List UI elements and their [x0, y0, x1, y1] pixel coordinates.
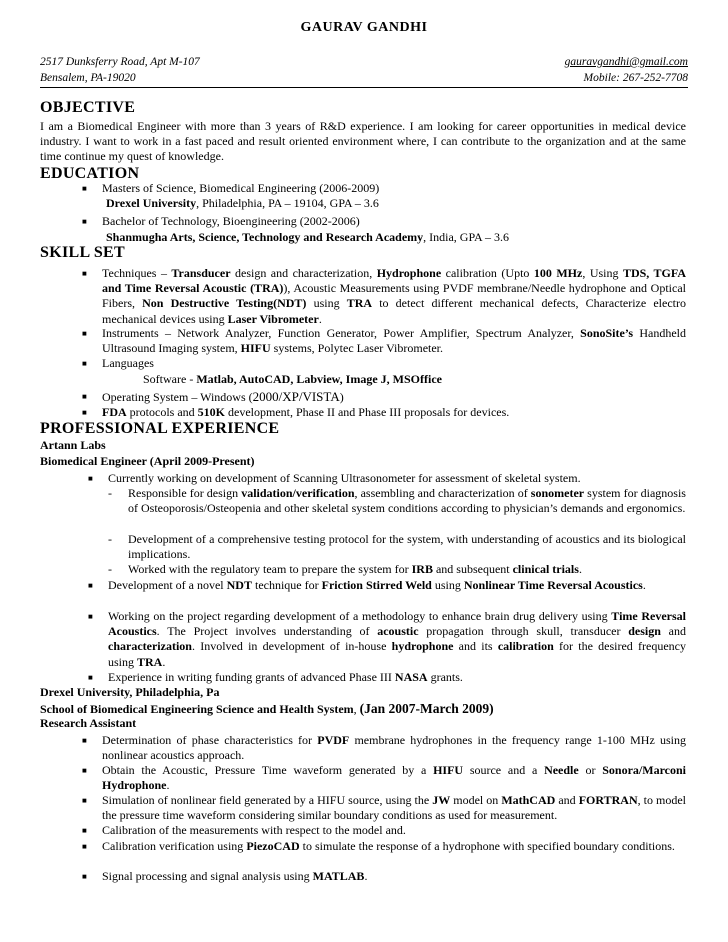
school-drexel: School of Biomedical Engineering Science and Health System, (Jan 2007-March 2009): [40, 701, 494, 716]
experience-heading: PROFESSIONAL EXPERIENCE: [40, 420, 280, 437]
bullet-icon: ■: [82, 736, 87, 745]
artann-item-2: Development of a novel NDT technique for Friction Stirred Weld using Nonlinear Time Reversal Acoustics.: [108, 578, 646, 592]
bt-degree: Bachelor of Technology, Bioengineering (2002-2006): [102, 214, 360, 228]
role-drexel: Research Assistant: [40, 716, 137, 730]
header-divider: [40, 87, 688, 88]
objective-heading: OBJECTIVE: [40, 99, 136, 116]
bullet-icon: ■: [88, 612, 93, 621]
bullet-icon: ■: [88, 581, 93, 590]
skill-languages-label: Languages: [102, 356, 154, 370]
dash-icon: -: [108, 532, 112, 546]
objective-text: I am a Biomedical Engineer with more than 3 years of R&D experience. I am looking for career opportunities in medical device industry. I want to work in a fast paced and result oriented environment where, I can contribute to the organization and at the same time continue my quest of knowledge.: [40, 119, 686, 164]
mobile-number: Mobile: 267-252-7708: [583, 72, 688, 84]
education-heading: EDUCATION: [40, 165, 140, 182]
drexel-item-6: Signal processing and signal analysis using MATLAB.: [102, 869, 368, 883]
ms-school-line: [106, 196, 379, 211]
bullet-icon: ■: [82, 392, 87, 401]
bullet-icon: ■: [88, 474, 93, 483]
company-drexel: Drexel University, Philadelphia, Pa: [40, 685, 220, 699]
bullet-icon: ■: [82, 329, 87, 338]
bullet-icon: ■: [82, 184, 87, 193]
skill-software: Software - Matlab, AutoCAD, Labview, Image J, MSOffice: [143, 372, 442, 386]
drexel-item-4: Calibration of the measurements with respect to the model and.: [102, 823, 406, 837]
bullet-icon: ■: [88, 673, 93, 682]
skill-instruments: Instruments – Network Analyzer, Function Generator, Power Amplifier, Spectrum Analyzer, SonoSite’s Handheld Ultrasound Imaging system, HIFU systems, Polytec Laser Vibrometer.: [102, 326, 686, 356]
artann-sub-1: Responsible for design validation/verification, assembling and characterization of sonometer system for diagnosis of Osteoporosis/Osteopenia and other skeletal system conditions according to physician’s demands and ergonomics.: [128, 486, 686, 516]
skill-os: Operating System – Windows (2000/XP/VISTA): [102, 389, 344, 404]
dash-icon: -: [108, 562, 112, 576]
company-artann: Artann Labs: [40, 438, 106, 452]
skill-techniques: Techniques – Transducer design and characterization, Hydrophone calibration (Upto 100 MHz, Using TDS, TGFA and Time Reversal Acoustic (TRA)), Acoustic Measurements using PVDF membrane/Needle hydrophone and Optical Fibers, Non Destructive Testing(NDT) using TRA to detect different mechanical defects, Characterize electro mechanical devices using Laser Vibrometer.: [102, 266, 687, 326]
skills-heading: SKILL SET: [40, 244, 125, 261]
skill-fda: FDA protocols and 510K development, Phase II and Phase III proposals for devices.: [102, 405, 510, 419]
address-line-2: Bensalem, PA-19020: [40, 72, 136, 84]
artann-item-3: Working on the project regarding development of a methodology to enhance brain drug delivery using Time Reversal Acoustics. The Project involves understanding of acoustic propagation through skull, transducer design and characterization. Involved in development of in-house hydrophone and its calibration for the desired frequency using TRA.: [108, 609, 687, 669]
artann-sub-3: Worked with the regulatory team to prepare the system for IRB and subsequent clinical trials.: [128, 562, 582, 576]
contact-line-2: [40, 72, 688, 84]
bt-school-line: [106, 230, 509, 245]
role-artann: Biomedical Engineer (April 2009-Present): [40, 454, 255, 468]
bullet-icon: ■: [82, 359, 87, 368]
artann-item-1: Currently working on development of Scanning Ultrasonometer for assessment of skeletal system.: [108, 471, 581, 485]
applicant-name: GAURAV GANDHI: [300, 20, 428, 35]
bullet-icon: ■: [82, 217, 87, 226]
ms-degree: Masters of Science, Biomedical Engineering (2006-2009): [102, 181, 380, 195]
email-link[interactable]: gauravgandhi@gmail.com: [564, 56, 688, 68]
drexel-item-1: Determination of phase characteristics for PVDF membrane hydrophones in the frequency range 1-100 MHz using nonlinear acoustics approach.: [102, 733, 686, 763]
bt-details: , India, GPA – 3.6: [423, 230, 510, 244]
bt-school: Shanmugha Arts, Science, Technology and Research Academy: [106, 230, 424, 244]
artann-item-4: Experience in writing funding grants of advanced Phase III NASA grants.: [108, 670, 463, 684]
contact-line-1: [40, 56, 688, 68]
bullet-icon: ■: [82, 766, 87, 775]
address-line-1: 2517 Dunksferry Road, Apt M-107: [40, 56, 200, 68]
drexel-item-2: Obtain the Acoustic, Pressure Time waveform generated by a HIFU source and a Needle or Sonora/Marconi Hydrophone.: [102, 763, 687, 793]
bullet-icon: ■: [82, 408, 87, 417]
drexel-item-5: Calibration verification using PiezoCAD to simulate the response of a hydrophone with specified boundary conditions.: [102, 839, 675, 853]
bullet-icon: ■: [82, 826, 87, 835]
bullet-icon: ■: [82, 269, 87, 278]
bullet-icon: ■: [82, 872, 87, 881]
ms-school: Drexel University: [106, 196, 197, 210]
drexel-item-3: Simulation of nonlinear field generated by a HIFU source, using the JW model on MathCAD and FORTRAN, to model the pressure time waveform considering similar boundary conditions as used for measurement.: [102, 793, 687, 823]
ms-details: , Philadelphia, PA – 19104, GPA – 3.6: [196, 196, 379, 210]
bullet-icon: ■: [82, 842, 87, 851]
dash-icon: -: [108, 486, 112, 500]
bullet-icon: ■: [82, 796, 87, 805]
artann-sub-2: Development of a comprehensive testing protocol for the system, with understanding of acoustics and its biological implications.: [128, 532, 686, 562]
